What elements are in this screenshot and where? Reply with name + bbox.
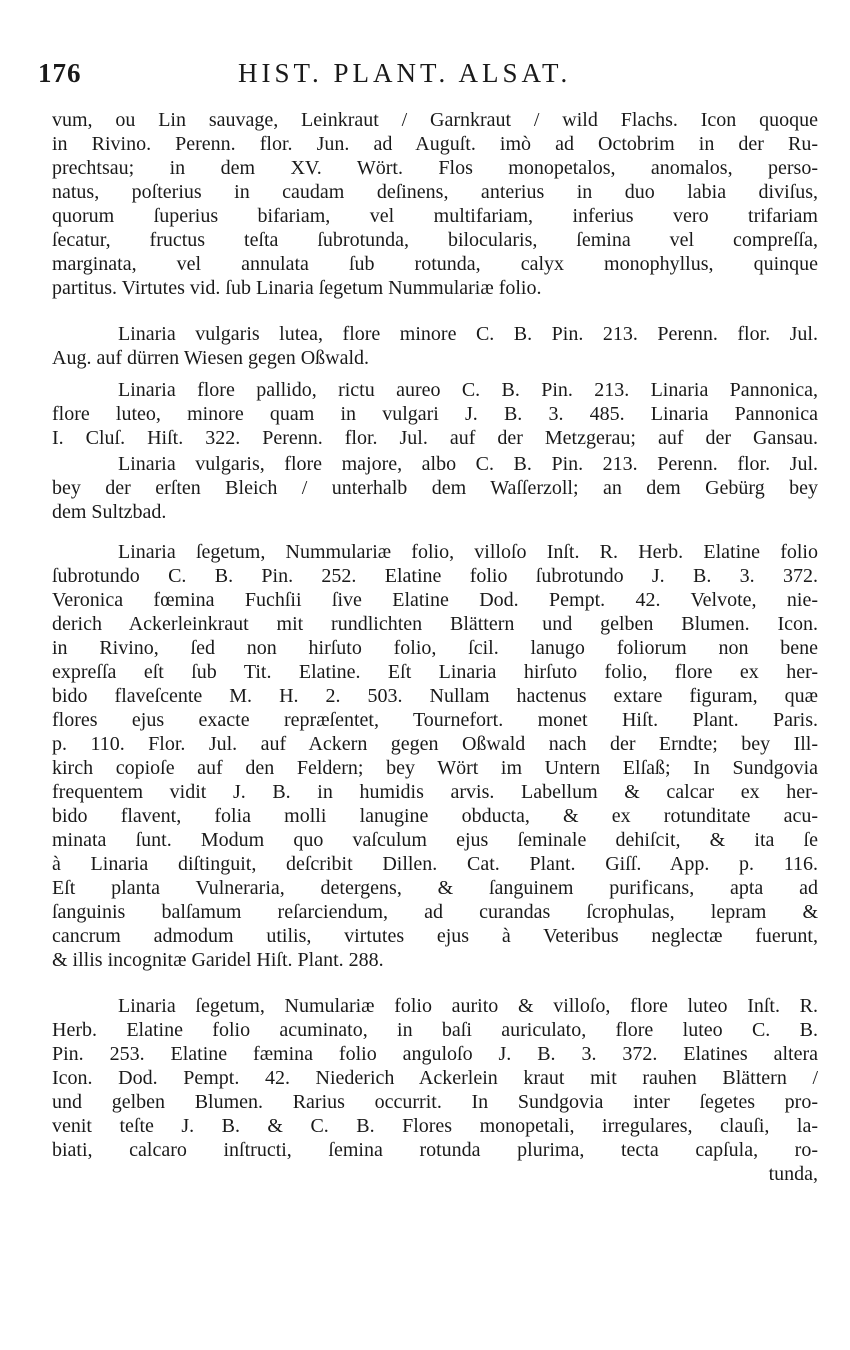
text-line: in Rivino, ſed non hirſuto folio, ſcil. lanugo foliorum non bene — [52, 637, 818, 659]
text-line: Pin. 253. Elatine fæmina folio anguloſo J. B. 3. 372. Elatines altera — [52, 1043, 818, 1065]
text-line: quorum ſuperius bifariam, vel multifariam, inferius vero trifariam — [52, 205, 818, 227]
text-line: biati, calcaro inſtructi, ſemina rotunda plurima, tecta capſula, ro- — [52, 1139, 818, 1161]
text-line: bido flaveſcente M. H. 2. 503. Nullam hactenus extare figuram, quæ — [52, 685, 818, 707]
text-line: bido flavent, folia molli lanugine obducta, & ex rotunditate acu- — [52, 805, 818, 827]
text-line: bey der erſten Bleich / unterhalb dem Waſſerzoll; an dem Gebürg bey — [52, 477, 818, 499]
text-line: venit teſte J. B. & C. B. Flores monopetali, irregulares, clauſi, la- — [52, 1115, 818, 1137]
text-line: I. Cluſ. Hiſt. 322. Perenn. flor. Jul. auf der Metzgerau; auf der Gansau. — [52, 427, 818, 449]
text-line: Linaria flore pallido, rictu aureo C. B. Pin. 213. Linaria Pannonica, — [118, 379, 818, 401]
text-line: Linaria vulgaris lutea, flore minore C. B. Pin. 213. Perenn. flor. Jul. — [118, 323, 818, 345]
page-number: 176 — [38, 58, 82, 88]
text-line: Herb. Elatine folio acuminato, in baſi auriculato, flore luteo C. B. — [52, 1019, 818, 1041]
text-line: derich Ackerleinkraut mit rundlichten Blättern und gelben Blumen. Icon. — [52, 613, 818, 635]
text-line: flores ejus exacte repræſentet, Tournefort. monet Hiſt. Plant. Paris. — [52, 709, 818, 731]
text-line: à Linaria diſtinguit, deſcribit Dillen. Cat. Plant. Giſſ. App. p. 116. — [52, 853, 818, 875]
text-line: ſanguinis balſamum reſarciendum, ad curandas ſcrophulas, lepram & — [52, 901, 818, 923]
text-line: in Rivino. Perenn. flor. Jun. ad Auguſt. imò ad Octobrim in der Ru- — [52, 133, 818, 155]
text-line: Icon. Dod. Pempt. 42. Niederich Ackerlein kraut mit rauhen Blättern / — [52, 1067, 818, 1089]
text-line: Linaria ſegetum, Nummulariæ folio, villoſo Inſt. R. Herb. Elatine folio — [118, 541, 818, 563]
text-line: partitus. Virtutes vid. ſub Linaria ſegetum Nummulariæ folio. — [52, 277, 542, 299]
text-line: Eſt planta Vulneraria, detergens, & ſanguinem purificans, apta ad — [52, 877, 818, 899]
text-line: flore luteo, minore quam in vulgari J. B. 3. 485. Linaria Pannonica — [52, 403, 818, 425]
text-line: und gelben Blumen. Rarius occurrit. In Sundgovia inter ſegetes pro- — [52, 1091, 818, 1113]
page-header — [38, 58, 818, 98]
text-line: expreſſa eſt ſub Tit. Elatine. Eſt Linaria hirſuto folio, flore ex her- — [52, 661, 818, 683]
text-line: Aug. auf dürren Wiesen gegen Oßwald. — [52, 347, 370, 369]
text-line: dem Sultzbad. — [52, 501, 167, 523]
text-line: prechtsau; in dem XV. Wört. Flos monopetalos, anomalos, perso- — [52, 157, 818, 179]
text-line: Linaria ſegetum, Numulariæ folio aurito & villoſo, flore luteo Inſt. R. — [118, 995, 818, 1017]
text-line: p. 110. Flor. Jul. auf Ackern gegen Oßwald nach der Erndte; bey Ill- — [52, 733, 818, 755]
text-line: Veronica fœmina Fuchſii ſive Elatine Dod. Pempt. 42. Velvote, nie- — [52, 589, 818, 611]
text-line: cancrum admodum utilis, virtutes ejus à Veteribus neglectæ fuerunt, — [52, 925, 818, 947]
text-line: Linaria vulgaris, flore majore, albo C. B. Pin. 213. Perenn. flor. Jul. — [118, 453, 818, 475]
text-line: & illis incognitæ Garidel Hiſt. Plant. 288. — [52, 949, 384, 971]
running-title: HIST. PLANT. ALSAT. — [238, 58, 572, 88]
text-line: natus, poſterius in caudam deſinens, anterius in duo labia diviſus, — [52, 181, 818, 203]
text-line: ſubrotundo C. B. Pin. 252. Elatine folio ſubrotundo J. B. 3. 372. — [52, 565, 818, 587]
catchword: tunda, — [768, 1163, 818, 1185]
text-line: ſecatur, fructus teſta ſubrotunda, bilocularis, ſemina vel compreſſa, — [52, 229, 818, 251]
text-line: marginata, vel annulata ſub rotunda, calyx monophyllus, quinque — [52, 253, 818, 275]
text-line: kirch copioſe auf den Feldern; bey Wört im Untern Elſaß; In Sundgovia — [52, 757, 818, 779]
text-line: frequentem vidit J. B. in humidis arvis. Labellum & calcar ex her- — [52, 781, 818, 803]
text-line: minata ſunt. Modum quo vaſculum ejus ſeminale dehiſcit, & ita ſe — [52, 829, 818, 851]
text-line: vum, ou Lin sauvage, Leinkraut / Garnkraut / wild Flachs. Icon quoque — [52, 109, 818, 131]
